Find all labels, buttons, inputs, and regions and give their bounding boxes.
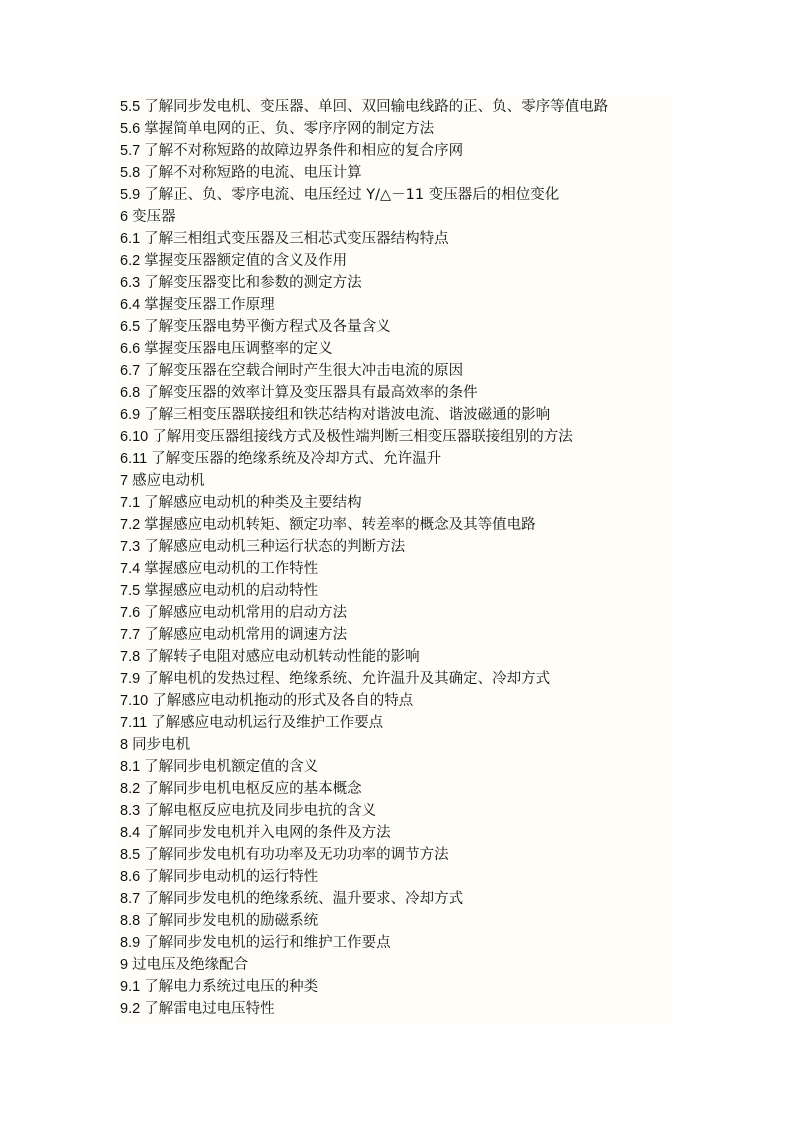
section-number: 7.2	[120, 517, 141, 533]
section-text: 了解变压器的效率计算及变压器具有最高效率的条件	[144, 385, 478, 401]
outline-line	[116, 602, 673, 624]
section-number: 9.2	[120, 1001, 141, 1017]
section-number: 6	[120, 209, 129, 225]
section-text: 同步电机	[132, 737, 191, 753]
section-text: 掌握感应电动机转矩、额定功率、转差率的概念及其等值电路	[144, 517, 536, 533]
section-text: 了解同步电机电枢反应的基本概念	[144, 781, 362, 797]
section-number: 7.4	[120, 561, 141, 577]
outline-line	[116, 162, 673, 184]
outline-line	[116, 734, 673, 756]
section-text: 了解感应电动机的种类及主要结构	[144, 495, 362, 511]
section-text: 了解感应电动机运行及维护工作要点	[151, 715, 384, 731]
outline-line	[116, 954, 673, 976]
outline-line	[116, 96, 673, 118]
outline-line	[116, 536, 673, 558]
section-text: 了解变压器在空载合闸时产生很大冲击电流的原因	[144, 363, 464, 379]
section-text: 掌握感应电动机的启动特性	[144, 583, 319, 599]
section-text: 了解不对称短路的故障边界条件和相应的复合序网	[144, 143, 464, 159]
section-text: 了解变压器电势平衡方程式及各量含义	[144, 319, 391, 335]
section-text: 了解电机的发热过程、绝缘系统、允许温升及其确定、冷却方式	[144, 671, 551, 687]
outline-line	[116, 932, 673, 954]
section-number: 8.7	[120, 891, 141, 907]
outline-line	[116, 822, 673, 844]
section-number: 8.6	[120, 869, 141, 885]
section-number: 5.9	[120, 187, 141, 203]
outline-line	[116, 624, 673, 646]
section-number: 8.3	[120, 803, 141, 819]
outline-line	[116, 206, 673, 228]
outline-line	[116, 690, 673, 712]
outline-line	[116, 448, 673, 470]
section-text: 了解电枢反应电抗及同步电抗的含义	[144, 803, 377, 819]
outline-line	[116, 294, 673, 316]
outline-line	[116, 140, 673, 162]
section-number: 7.8	[120, 649, 141, 665]
section-text: 了解感应电动机常用的调速方法	[144, 627, 348, 643]
section-number: 7.7	[120, 627, 141, 643]
section-number: 6.2	[120, 253, 141, 269]
section-number: 6.10	[120, 429, 149, 445]
section-text: 了解同步发电机、变压器、单回、双回输电线路的正、负、零序等值电路	[144, 99, 609, 115]
section-number: 8.5	[120, 847, 141, 863]
section-number: 5.6	[120, 121, 141, 137]
outline-line	[116, 118, 673, 140]
section-number: 8.2	[120, 781, 141, 797]
outline-line	[116, 470, 673, 492]
section-number: 9	[120, 957, 129, 973]
section-number: 7.6	[120, 605, 141, 621]
outline-line	[116, 360, 673, 382]
outline-line	[116, 976, 673, 998]
section-text: 了解三相变压器联接组和铁芯结构对谐波电流、谐波磁通的影响	[144, 407, 551, 423]
section-number: 7.11	[120, 715, 148, 731]
section-number: 6.7	[120, 363, 141, 379]
section-text: 了解感应电动机三种运行状态的判断方法	[144, 539, 406, 555]
section-text: 掌握变压器电压调整率的定义	[144, 341, 333, 357]
section-number: 6.1	[120, 231, 141, 247]
section-number: 9.1	[120, 979, 141, 995]
section-text: 掌握变压器工作原理	[144, 297, 275, 313]
section-number: 6.6	[120, 341, 141, 357]
outline-line	[116, 778, 673, 800]
outline-line	[116, 272, 673, 294]
section-number: 8.1	[120, 759, 141, 775]
outline-line	[116, 580, 673, 602]
section-number: 8.4	[120, 825, 141, 841]
outline-line	[116, 756, 673, 778]
section-text: 感应电动机	[132, 473, 205, 489]
section-text: 了解同步发电机有功功率及无功功率的调节方法	[144, 847, 449, 863]
outline-line	[116, 184, 673, 206]
outline-line	[116, 404, 673, 426]
outline-line	[116, 844, 673, 866]
section-number: 6.9	[120, 407, 141, 423]
section-text: 了解感应电动机常用的启动方法	[144, 605, 348, 621]
section-text: 了解转子电阻对感应电动机转动性能的影响	[144, 649, 420, 665]
section-number: 7.9	[120, 671, 141, 687]
section-number: 7.3	[120, 539, 141, 555]
section-text: 了解不对称短路的电流、电压计算	[144, 165, 362, 181]
section-text: 过电压及绝缘配合	[132, 957, 249, 973]
section-text: 了解同步发电机的绝缘系统、温升要求、冷却方式	[144, 891, 464, 907]
section-number: 6.4	[120, 297, 141, 313]
section-number: 8.9	[120, 935, 141, 951]
section-number: 5.5	[120, 99, 141, 115]
section-number: 7	[120, 473, 129, 489]
section-number: 6.3	[120, 275, 141, 291]
outline-line	[116, 382, 673, 404]
section-number: 6.5	[120, 319, 141, 335]
section-text: 了解同步发电机的运行和维护工作要点	[144, 935, 391, 951]
section-text: 了解三相组式变压器及三相芯式变压器结构特点	[144, 231, 449, 247]
section-text: 了解同步发电机并入电网的条件及方法	[144, 825, 391, 841]
outline-line	[116, 492, 673, 514]
section-number: 7.1	[120, 495, 141, 511]
outline-line	[116, 338, 673, 360]
outline-line	[116, 998, 673, 1020]
section-text: 了解同步发电机的励磁系统	[144, 913, 319, 929]
outline-line	[116, 250, 673, 272]
outline-line	[116, 668, 673, 690]
section-text: 了解电力系统过电压的种类	[144, 979, 319, 995]
outline-line	[116, 316, 673, 338]
document-body	[116, 96, 673, 1024]
outline-line	[116, 888, 673, 910]
outline-line	[116, 910, 673, 932]
outline-line	[116, 514, 673, 536]
section-text: 了解变压器的绝缘系统及冷却方式、允许温升	[151, 451, 442, 467]
outline-line	[116, 712, 673, 734]
section-text: 了解感应电动机拖动的形式及各自的特点	[152, 693, 414, 709]
section-text: 掌握变压器额定值的含义及作用	[144, 253, 348, 269]
section-number: 7.10	[120, 693, 149, 709]
section-number: 8	[120, 737, 129, 753]
outline-line	[116, 800, 673, 822]
section-number: 6.11	[120, 451, 148, 467]
section-text: 了解用变压器组接线方式及极性端判断三相变压器联接组别的方法	[152, 429, 573, 445]
section-number: 5.7	[120, 143, 141, 159]
section-text: 了解正、负、零序电流、电压经过 Y/△－11 变压器后的相位变化	[144, 187, 560, 203]
section-text: 了解同步电动机的运行特性	[144, 869, 319, 885]
outline-line	[116, 426, 673, 448]
section-text: 了解雷电过电压特性	[144, 1001, 275, 1017]
section-text: 了解变压器变比和参数的测定方法	[144, 275, 362, 291]
outline-line	[116, 646, 673, 668]
outline-line	[116, 228, 673, 250]
section-number: 6.8	[120, 385, 141, 401]
section-number: 5.8	[120, 165, 141, 181]
section-number: 7.5	[120, 583, 141, 599]
section-text: 变压器	[132, 209, 176, 225]
section-number: 8.8	[120, 913, 141, 929]
section-text: 掌握简单电网的正、负、零序序网的制定方法	[144, 121, 435, 137]
outline-line	[116, 558, 673, 580]
section-text: 掌握感应电动机的工作特性	[144, 561, 319, 577]
section-text: 了解同步电机额定值的含义	[144, 759, 319, 775]
outline-line	[116, 866, 673, 888]
